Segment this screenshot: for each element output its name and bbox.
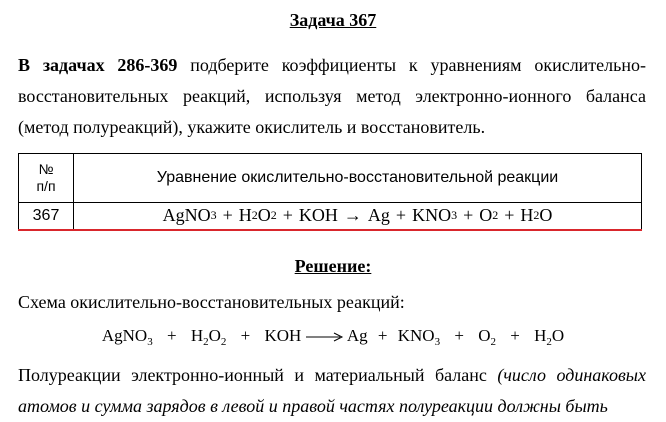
formula-h2o: H (534, 326, 547, 345)
task-table (18, 153, 642, 230)
subscript: 2 (251, 208, 258, 222)
formula-h2o: H (520, 205, 534, 225)
formula-o2: O (479, 205, 493, 225)
formula-ag: Ag (346, 326, 368, 345)
reaction-equation (74, 202, 641, 229)
subscript: 3 (147, 336, 153, 348)
plus-sign: + (240, 326, 251, 345)
formula-kno3: KNO (412, 205, 452, 225)
formula-ag: Ag (367, 205, 390, 225)
table-row (19, 202, 641, 229)
long-arrow-icon (306, 331, 344, 343)
solution-title: Решение: (294, 256, 372, 276)
equation-header-cell: Уравнение окислительно-восстановительной реакции (156, 169, 559, 186)
subscript: 2 (492, 208, 499, 222)
plus-sign: + (463, 205, 474, 225)
red-underline (18, 229, 642, 231)
formula-h2o-o: O (551, 326, 565, 345)
row-number: 367 (19, 202, 74, 229)
formula-h2o2: H (238, 205, 252, 225)
intro-text: подберите коэффициенты к уравнениям окислительно-восстановительных реакций, используя метод электронно-ионного баланса (метод полуреакций), укажите окислитель и восстановитель. (18, 55, 646, 137)
plus-sign: + (510, 326, 520, 345)
table-header-row (19, 154, 641, 203)
intro-bold: В задачах 286-369 (18, 55, 178, 75)
formula-h2o2-o: O (257, 205, 271, 225)
task-title: Задача 367 (289, 10, 377, 30)
halfreactions-note: (число одинаковых атомов и сумма зарядов в левой и правой частях полуреакции должны быть (18, 365, 646, 416)
formula-h2o2: H (190, 326, 204, 345)
formula-koh: KOH (298, 205, 338, 225)
formula-kno3: KNO (397, 326, 435, 345)
plus-sign: + (504, 205, 515, 225)
subscript: 2 (490, 336, 496, 348)
subscript: 2 (546, 336, 552, 348)
subscript: 2 (533, 208, 540, 222)
formula-h2o2-o: O (208, 326, 221, 345)
plus-sign: + (395, 205, 407, 225)
scheme-label: Схема окислительно-восстановительных реакций: (18, 292, 405, 312)
scheme-equation (0, 326, 666, 348)
plus-sign: + (222, 205, 233, 225)
subscript: 3 (434, 336, 441, 348)
reaction-arrow-icon: → (343, 205, 362, 225)
formula-koh: KOH (264, 326, 302, 345)
formula-h2o-o: O (539, 205, 553, 225)
plus-sign: + (282, 205, 293, 225)
plus-sign: + (454, 326, 464, 345)
plus-sign: + (377, 326, 388, 345)
halfreactions-text: Полуреакции электронно-ионный и материальный баланс (18, 365, 498, 385)
num-header-abbr: п/п (36, 178, 56, 194)
formula-o2: O (478, 326, 491, 345)
subscript: 3 (451, 208, 458, 222)
plus-sign: + (166, 326, 177, 345)
num-header-cell (19, 154, 74, 202)
task-intro (18, 50, 646, 143)
subscript: 3 (210, 208, 217, 222)
formula-agno3: AgNO (101, 326, 148, 345)
subscript: 2 (203, 336, 209, 348)
subscript: 2 (270, 208, 277, 222)
num-header-symbol: № (38, 161, 54, 177)
halfreactions-paragraph (18, 360, 646, 422)
formula-agno3: AgNO (162, 205, 211, 225)
subscript: 2 (220, 336, 227, 348)
